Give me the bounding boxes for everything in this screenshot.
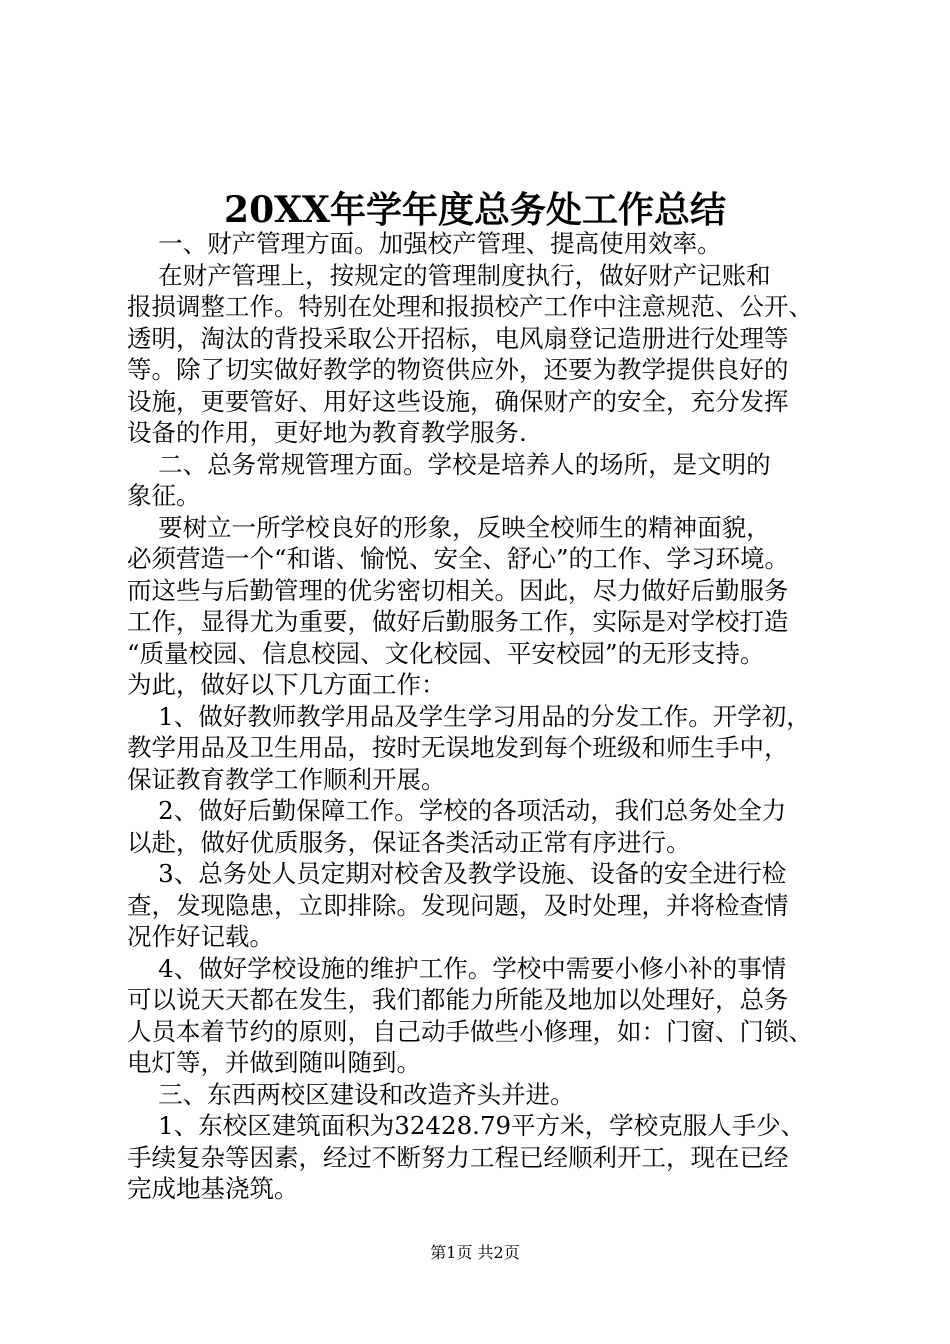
text-line: 为此，做好以下几方面工作： [127,670,446,699]
text-line: 完成地基浇筑。 [127,1174,299,1203]
text-line: 等。除了切实做好教学的物资供应外，还要为教学提供良好的 [127,355,789,384]
text-line: 人员本着节约的原则，自己动手做些小修理，如：门窗、门锁、 [127,1016,813,1046]
text-line: 1、做好教师教学用品及学生学习用品的分发工作。开学初， [127,701,811,731]
text-line: 工作，显得尤为重要，做好后勤服务工作，实际是对学校打造 [127,607,789,636]
text-line: 要树立一所学校良好的形象，反映全校师生的精神面貌， [127,512,771,542]
text-line: 手续复杂等因素，经过不断努力工程已经顺利开工，现在已经 [127,1142,789,1172]
text-line: “质量校园、信息校园、文化校园、平安校园”的无形支持。 [127,638,765,668]
text-line: 4、做好学校设施的维护工作。学校中需要小修小补的事情 [127,953,787,983]
text-line: 而这些与后勤管理的优劣密切相关。因此，尽力做好后勤服务 [127,575,789,605]
text-line: 一、财产管理方面。加强校产管理、提高使用效率。 [127,229,722,258]
text-line: 二、总务常规管理方面。学校是培养人的场所，是文明的 [127,449,771,479]
text-line: 电灯等，并做到随叫随到。 [127,1048,421,1077]
text-line: 象征。 [127,481,201,510]
page-title: 20XX年学年度总务处工作总结 [224,189,726,231]
text-line: 必须营造一个“和谐、愉悦、安全、舒心”的工作、学习环境。 [127,544,790,573]
text-line: 3、总务处人员定期对校舍及教学设施、设备的安全进行检 [127,859,787,888]
text-line: 保证教育教学工作顺利开展。 [127,764,446,794]
text-line: 在财产管理上，按规定的管理制度执行，做好财产记账和 [127,260,771,290]
text-line: 报损调整工作。特别在处理和报损校产工作中注意规范、公开、 [127,292,813,321]
text-line: 查，发现隐患，立即排除。发现问题，及时处理，并将检查情 [127,890,789,920]
page-number-footer: 第1页 共2页 [430,1243,520,1262]
text-line: 况作好记载。 [127,922,274,951]
text-line: 设备的作用，更好地为教育教学服务. [127,418,527,447]
text-line: 设施，更要管好、用好这些设施，确保财产的安全，充分发挥 [127,386,789,416]
text-line: 透明，淘汰的背投采取公开招标，电风扇登记造册进行处理等 [127,323,789,353]
text-line: 1、东校区建筑面积为32428.79平方米，学校克服人手少、 [127,1111,806,1140]
text-line: 教学用品及卫生用品，按时无误地发到每个班级和师生手中， [127,733,789,762]
text-line: 2、做好后勤保障工作。学校的各项活动，我们总务处全力 [127,796,787,825]
text-line: 以赴，做好优质服务，保证各类活动正常有序进行。 [127,827,691,857]
text-line: 可以说天天都在发生，我们都能力所能及地加以处理好，总务 [127,985,789,1014]
document-body [127,228,833,1205]
text-line: 三、东西两校区建设和改造齐头并进。 [127,1079,575,1109]
